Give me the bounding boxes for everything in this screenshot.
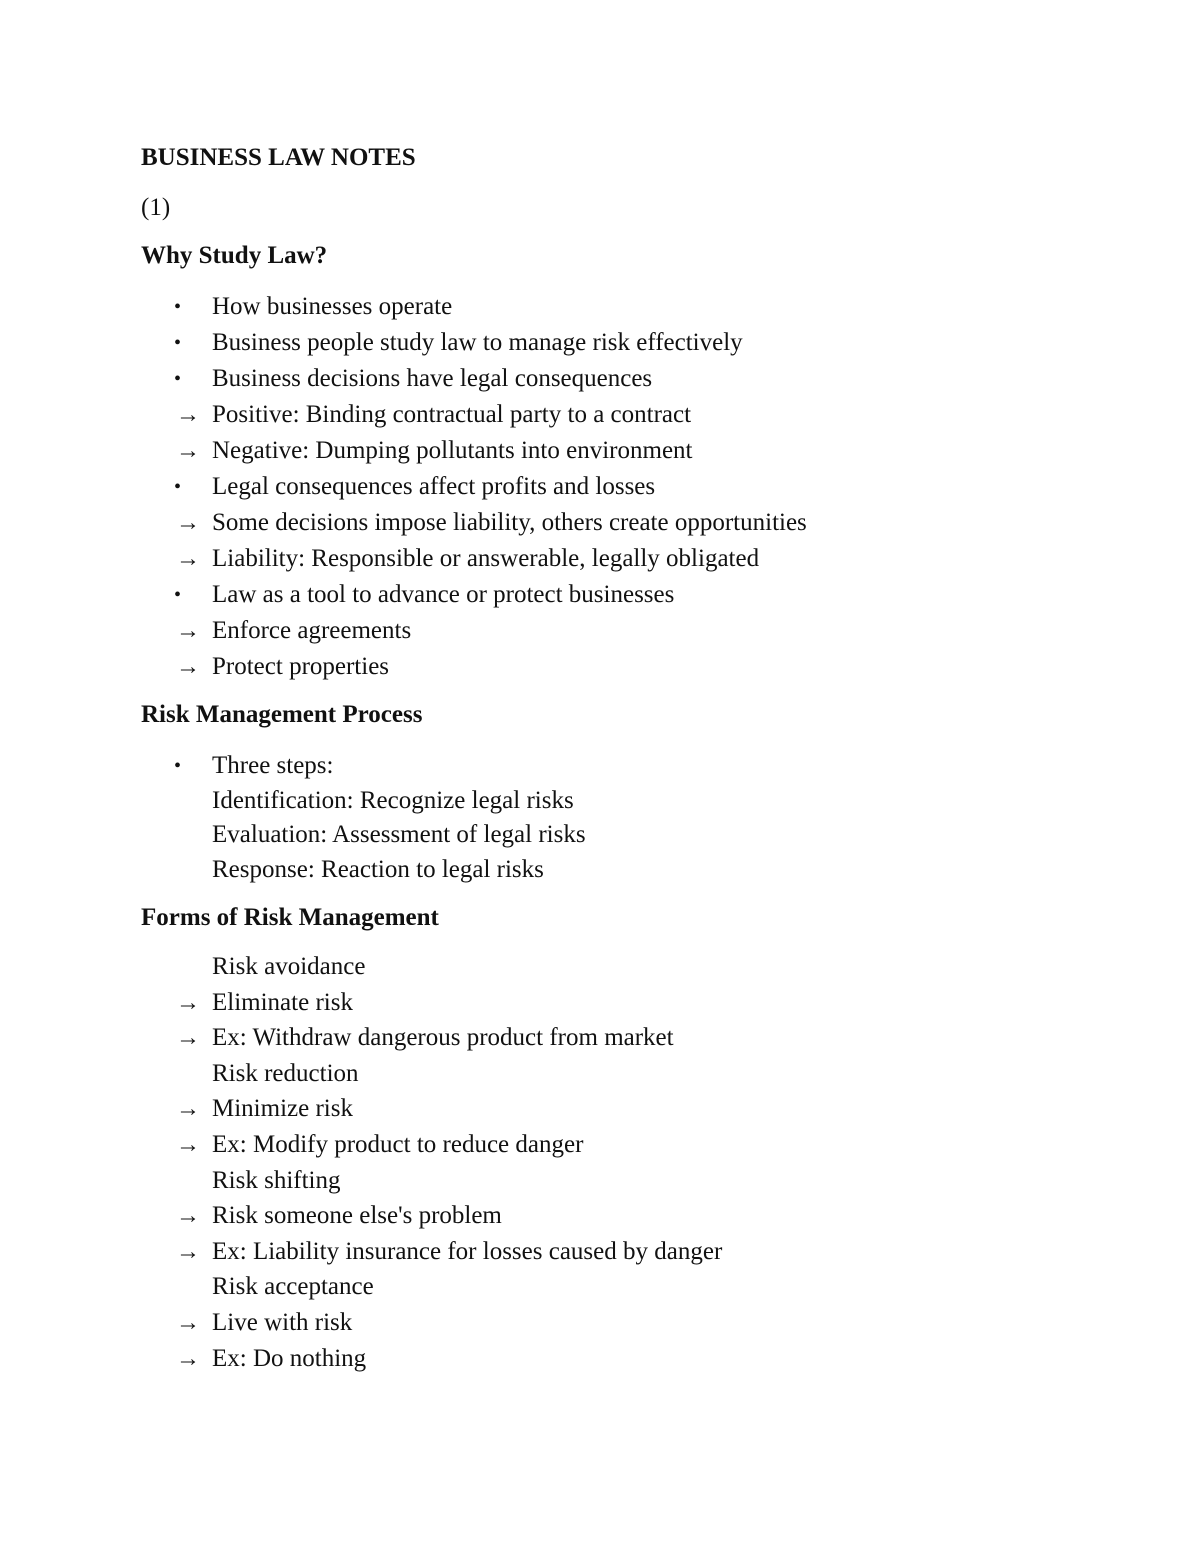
document-title: BUSINESS LAW NOTES [141,144,416,171]
bullet-icon: • [174,584,182,606]
arrow-right-icon: → [176,1096,200,1123]
bullet-icon: • [174,332,182,354]
list-item-text: Three steps: [212,752,334,779]
arrow-right-icon: → [176,1203,200,1230]
list-item-text: Liability: Responsible or answerable, legally obligated [212,545,760,572]
section-heading-why-study-law: Why Study Law? [141,242,328,269]
arrow-right-icon: → [176,1345,200,1372]
arrow-right-icon: → [176,1310,200,1336]
bullet-icon: • [174,476,182,498]
arrow-right-icon: → [176,654,200,680]
bullet-icon: • [174,368,182,390]
bullet-icon: • [174,755,182,777]
bullet-icon: • [174,296,182,318]
list-item-text: Eliminate risk [212,988,353,1016]
arrow-right-icon: → [176,989,200,1016]
arrow-right-icon: → [176,1238,200,1265]
list-item-text: Ex: Do nothing [212,1344,367,1372]
list-item-text: Enforce agreements [212,617,412,644]
list-item-text: Negative: Dumping pollutants into environment [212,437,693,464]
list-item-text: Ex: Liability insurance for losses caused by danger [212,1237,723,1265]
list-item-text: Ex: Modify product to reduce danger [212,1131,584,1158]
list-item-text: Positive: Binding contractual party to a contract [212,401,692,428]
list-item-text: Risk reduction [212,1059,359,1087]
list-item-text: Live with risk [212,1309,353,1336]
list-item-text: Protect properties [212,653,390,680]
list-item-text: Legal consequences affect profits and losses [212,473,656,500]
section-heading-risk-management-process: Risk Management Process [141,701,423,728]
list-item-text: Business people study law to manage risk effectively [212,329,743,356]
section-heading-forms-of-risk-management: Forms of Risk Management [141,904,439,931]
list-item-text: Risk someone else's problem [212,1202,502,1230]
list-item-text: Ex: Withdraw dangerous product from market [212,1024,674,1052]
list-item-text: Risk avoidance [212,953,366,980]
list-item-text: Some decisions impose liability, others create opportunities [212,509,807,536]
list-item-text: Risk acceptance [212,1273,374,1301]
arrow-right-icon: → [176,438,200,464]
arrow-right-icon: → [176,1132,200,1158]
arrow-right-icon: → [176,1025,200,1052]
list-item-text: Law as a tool to advance or protect businesses [212,581,675,608]
arrow-right-icon: → [176,402,200,428]
list-item-text: Identification: Recognize legal risks [212,786,574,814]
list-item-text: How businesses operate [212,293,453,320]
arrow-right-icon: → [176,546,200,572]
page-number: (1) [141,194,171,221]
list-item-text: Response: Reaction to legal risks [212,855,544,883]
list-item-text: Evaluation: Assessment of legal risks [212,821,586,848]
list-item-text: Business decisions have legal consequences [212,365,653,392]
arrow-right-icon: → [176,618,200,644]
list-item-text: Minimize risk [212,1095,353,1123]
list-item-text: Risk shifting [212,1166,341,1194]
arrow-right-icon: → [176,510,200,536]
